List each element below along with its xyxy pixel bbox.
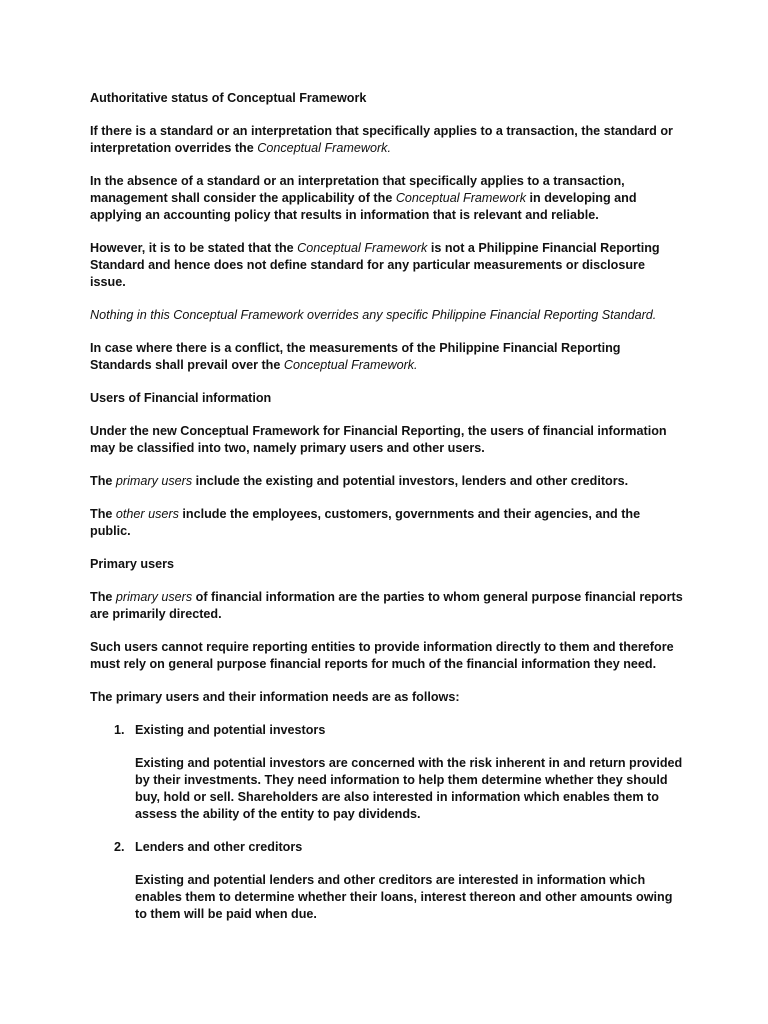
paragraph-nothing-overrides: Nothing in this Conceptual Framework overrides any specific Philippine Financial Reporting Standard. [90, 308, 657, 322]
list-item [90, 722, 684, 823]
paragraph-absence-of-standard [90, 173, 684, 224]
paragraph-standard-overrides [90, 123, 684, 157]
paragraph-conflict [90, 340, 684, 374]
paragraph-users-classified: Under the new Conceptual Framework for Financial Reporting, the users of financial information may be classified into two, namely primary users and other users. [90, 424, 667, 455]
conceptual-framework-term: Conceptual Framework. [283, 358, 418, 372]
text-segment: is not a Philippine Financial Reporting Standard and hence does not define standard for any particular measurements or disclosure issue. [90, 241, 660, 289]
heading-primary-users: Primary users [90, 557, 175, 571]
list-item-body: Existing and potential investors are concerned with the risk inherent in and return provided by their investments. They need information to help them determine whether they should buy, hold or sell. Shareholders are also interested in information which enables them to assess the ability of the entity to pay dividends. [135, 756, 683, 821]
text-segment: in developing and applying an accounting policy that results in information that is relevant and reliable. [90, 191, 637, 222]
text-segment: However, it is to be stated that the [90, 241, 298, 255]
list-item-number: 2. [114, 840, 125, 854]
heading-authoritative-status: Authoritative status of Conceptual Framework [90, 91, 367, 105]
text-segment: The [90, 590, 116, 604]
list-item [90, 839, 684, 923]
paragraph-such-users: Such users cannot require reporting entities to provide information directly to them and therefore must rely on general purpose financial reports for much of the financial information they need. [90, 640, 674, 671]
text-segment: If there is a standard or an interpretation that specifically applies to a transaction, the standard or interpretation overrides the [90, 124, 673, 155]
text-segment: include the existing and potential investors, lenders and other creditors. [192, 474, 629, 488]
text-segment: In the absence of a standard or an interpretation that specifically applies to a transaction, management shall consider the applicability of the [90, 174, 625, 205]
conceptual-framework-term: Conceptual Framework [395, 191, 527, 205]
paragraph-primary-users-include [90, 473, 684, 490]
primary-users-list [90, 722, 684, 923]
conceptual-framework-term: Conceptual Framework [297, 241, 428, 255]
paragraph-primary-users-definition [90, 589, 684, 623]
list-item-title: Lenders and other creditors [135, 840, 303, 854]
paragraph-information-needs-intro: The primary users and their information needs are as follows: [90, 690, 460, 704]
heading-users-of-financial-information: Users of Financial information [90, 391, 272, 405]
other-users-term: other users [115, 507, 179, 521]
text-segment: The [90, 507, 116, 521]
primary-users-term: primary users [115, 474, 193, 488]
text-segment: The [90, 474, 116, 488]
paragraph-not-a-standard [90, 240, 684, 291]
text-segment: include the employees, customers, governments and their agencies, and the public. [90, 507, 641, 538]
primary-users-term: primary users [115, 590, 193, 604]
text-segment: of financial information are the parties to whom general purpose financial reports are primarily directed. [90, 590, 683, 621]
list-item-body: Existing and potential lenders and other creditors are interested in information which enables them to determine whether their loans, interest thereon and other amounts owing to them will be paid when due. [135, 873, 673, 921]
list-item-number: 1. [114, 723, 125, 737]
list-item-title: Existing and potential investors [135, 723, 326, 737]
text-segment: In case where there is a conflict, the measurements of the Philippine Financial Reporting Standards shall prevail over the [90, 341, 621, 372]
conceptual-framework-term: Conceptual Framework. [257, 141, 391, 155]
paragraph-other-users-include [90, 506, 684, 540]
